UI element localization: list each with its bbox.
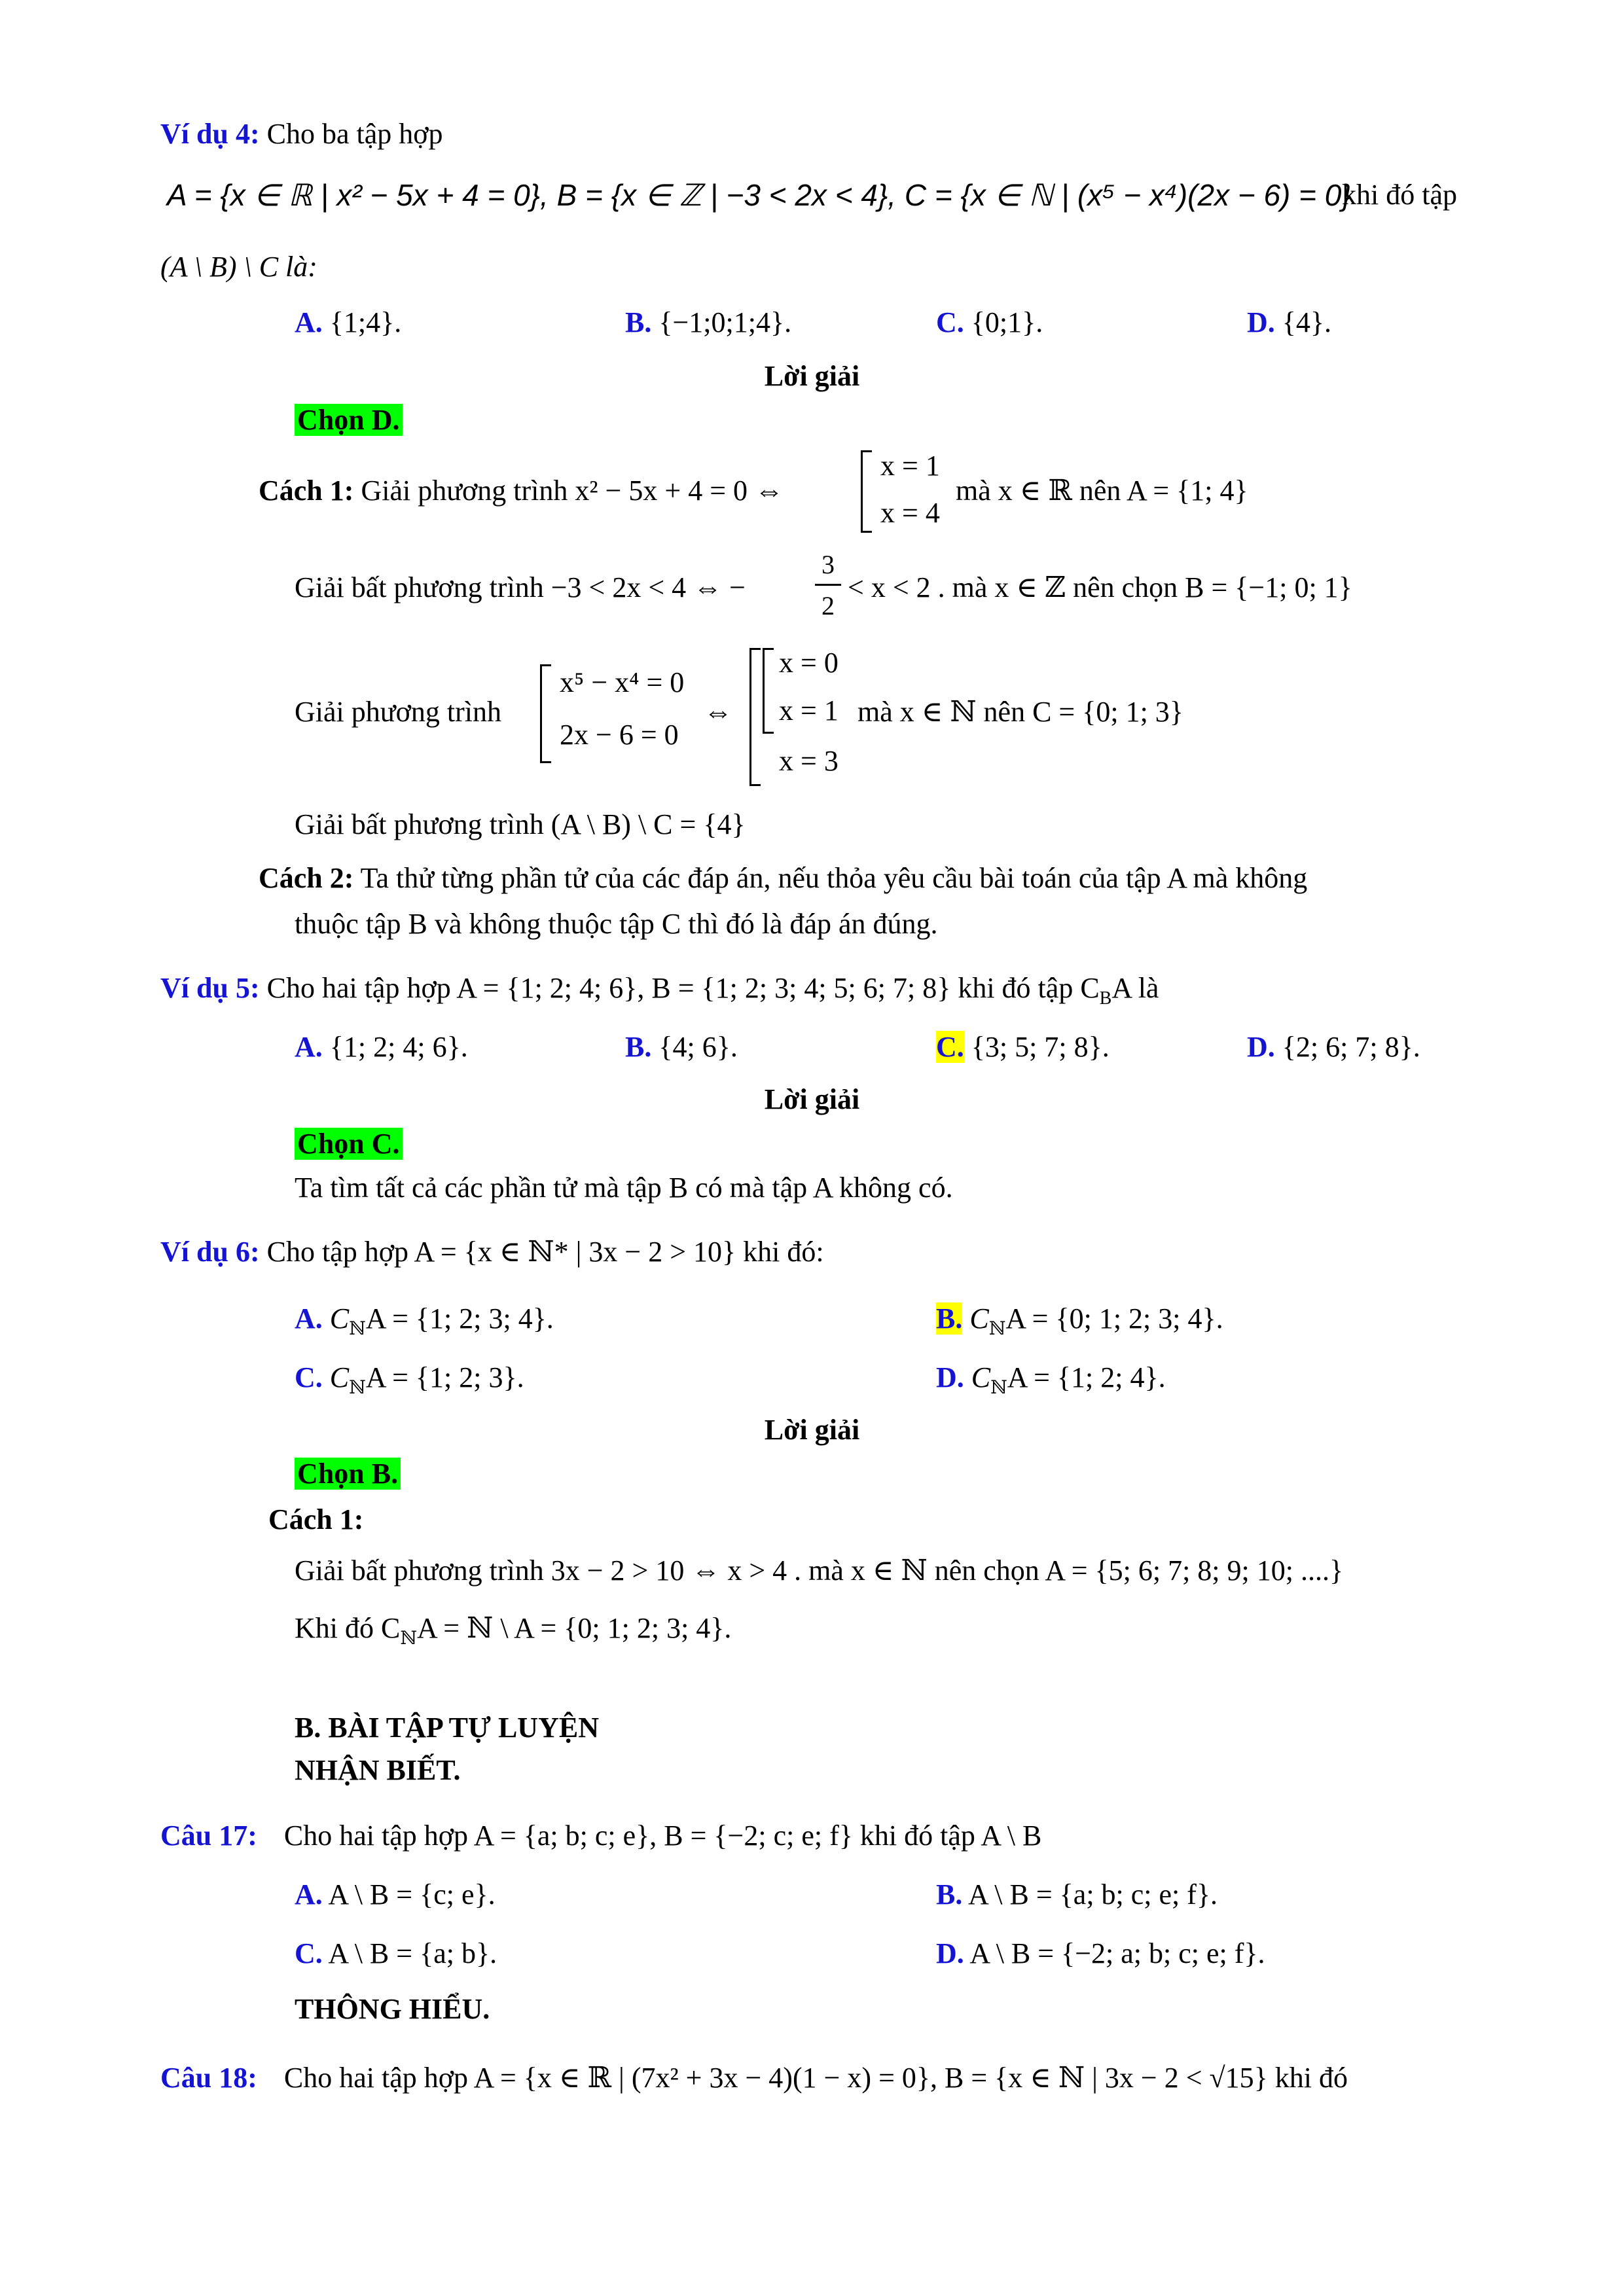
vd5-tail: A là bbox=[1111, 972, 1159, 1004]
option-text: {0;1}. bbox=[971, 306, 1043, 338]
option-key: C. bbox=[295, 1361, 323, 1393]
option-text: {1;4}. bbox=[329, 306, 402, 338]
vd5-explain: Ta tìm tất cả các phần tử mà tập B có mà tập A không có. bbox=[295, 1172, 953, 1204]
vd6-option-b bbox=[936, 1299, 1223, 1349]
option-text: {3; 5; 7; 8}. bbox=[971, 1031, 1110, 1063]
l3-tail: mà x ∈ ℕ nên C = {0; 1; 3} bbox=[857, 696, 1183, 728]
vd4-intro: Cho ba tập hợp bbox=[266, 118, 443, 150]
c1-tail: mà x ∈ ℝ nên A = {1; 4} bbox=[956, 475, 1248, 507]
l2-sub: ℕ bbox=[400, 1628, 417, 1649]
thong-hieu-heading: THÔNG HIỂU. bbox=[295, 1993, 490, 2025]
cau17-option-d bbox=[936, 1934, 1265, 1973]
cau18-label: Câu 18: bbox=[160, 2062, 257, 2094]
cau18-heading bbox=[160, 2058, 1348, 2098]
vd5-heading bbox=[160, 969, 1159, 1018]
vd6-text: Cho tập hợp A = {x ∈ ℕ* | 3x − 2 > 10} khi đó: bbox=[266, 1236, 824, 1268]
vd4-option-a bbox=[295, 303, 401, 342]
vd5-option-a bbox=[295, 1028, 468, 1067]
vd4-question: (A \ B) \ C là: bbox=[160, 251, 317, 283]
option-text: {4}. bbox=[1282, 306, 1332, 338]
vd6-solution-title: Lời giải bbox=[764, 1414, 860, 1446]
option-key: A. bbox=[295, 1031, 323, 1063]
option-key: D. bbox=[1247, 306, 1275, 338]
option-text: C bbox=[329, 1361, 350, 1393]
option-key: B. bbox=[936, 1878, 963, 1910]
system-bracket-outer bbox=[749, 648, 761, 786]
option-sub: ℕ bbox=[349, 1318, 366, 1339]
method-label: Cách 1: bbox=[259, 475, 354, 507]
option-key: C. bbox=[936, 1031, 964, 1063]
option-key: D. bbox=[936, 1361, 964, 1393]
vd4-sets-text: A = {x ∈ ℝ | x² − 5x + 4 = 0}, B = {x ∈ ℤ | −3 < 2x < 4}, C = {x ∈ ℕ | (x⁵ − x⁴)(2x − 6) = 0} bbox=[167, 178, 1352, 212]
option-rest: A = {1; 2; 3}. bbox=[365, 1361, 524, 1393]
cau17-text: Cho hai tập hợp A = {a; b; c; e}, B = {−2; c; e; f} khi đó tập A \ B bbox=[283, 1820, 1042, 1852]
option-text: A \ B = {−2; a; b; c; e; f}. bbox=[969, 1937, 1265, 1969]
vd6-heading bbox=[160, 1232, 824, 1272]
option-key: A. bbox=[295, 1878, 323, 1910]
option-rest: A = {1; 2; 4}. bbox=[1007, 1361, 1166, 1393]
option-key: C. bbox=[936, 306, 964, 338]
option-key: A. bbox=[295, 1302, 323, 1335]
vd5-option-b bbox=[625, 1028, 738, 1067]
option-text: C bbox=[329, 1302, 350, 1335]
vd6-answer bbox=[295, 1454, 401, 1494]
option-text: C bbox=[969, 1302, 989, 1335]
vd5-solution-title: Lời giải bbox=[764, 1083, 860, 1115]
option-key: A. bbox=[295, 306, 323, 338]
vd4-c2-line bbox=[259, 859, 1307, 898]
cau17-option-b bbox=[936, 1875, 1218, 1914]
option-key: D. bbox=[1247, 1031, 1275, 1063]
vd4-l4: Giải bất phương trình (A \ B) \ C = {4} bbox=[295, 808, 746, 840]
vd6-c1-label: Cách 1: bbox=[268, 1503, 364, 1535]
vd4-sets bbox=[167, 175, 1352, 215]
cau17-option-c bbox=[295, 1934, 497, 1973]
cau18-text: Cho hai tập hợp A = {x ∈ ℝ | (7x² + 3x − 4)(1 − x) = 0}, B = {x ∈ ℕ | 3x − 2 < √15} khi đó bbox=[283, 2062, 1348, 2094]
cau17-label: Câu 17: bbox=[160, 1820, 257, 1852]
l3-sys2-1: x = 0 bbox=[779, 647, 839, 679]
vd4-l2-tail: < x < 2 . mà x ∈ ℤ nên chọn B = {−1; 0; 1} bbox=[848, 571, 1352, 603]
c1-sys-1: x = 1 bbox=[880, 450, 940, 482]
option-key: B. bbox=[936, 1302, 963, 1335]
option-key: C. bbox=[295, 1937, 323, 1969]
l2-pre: Khi đó C bbox=[295, 1612, 401, 1644]
option-sub: ℕ bbox=[988, 1318, 1006, 1339]
vd4-tail: khi đó tập bbox=[1342, 179, 1457, 211]
option-text: {1; 2; 4; 6}. bbox=[329, 1031, 468, 1063]
c1-sys-2: x = 4 bbox=[880, 497, 940, 529]
l3-sys2-3: x = 3 bbox=[779, 745, 839, 777]
vd4-label: Ví dụ 4: bbox=[160, 118, 260, 150]
vd5-sub: B bbox=[1099, 988, 1112, 1009]
option-text: {4; 6}. bbox=[659, 1031, 738, 1063]
vd4-answer bbox=[295, 401, 403, 440]
vd5-option-c bbox=[936, 1028, 1110, 1067]
option-text: A \ B = {a; b}. bbox=[328, 1937, 497, 1969]
option-sub: ℕ bbox=[990, 1377, 1007, 1398]
section-b-title: B. BÀI TẬP TỰ LUYỆN bbox=[295, 1712, 599, 1744]
vd6-option-c bbox=[295, 1358, 524, 1408]
method-label: Cách 2: bbox=[259, 862, 354, 894]
vd4-option-d bbox=[1247, 303, 1331, 342]
answer-badge: Chọn C. bbox=[295, 1128, 403, 1160]
l3-sys2-2: x = 1 bbox=[779, 694, 839, 726]
option-rest: A = {0; 1; 2; 3; 4}. bbox=[1005, 1302, 1223, 1335]
vd6-option-d bbox=[936, 1358, 1166, 1408]
option-text: {2; 6; 7; 8}. bbox=[1282, 1031, 1420, 1063]
vd4-c1-line bbox=[259, 471, 784, 511]
fraction-num: 3 bbox=[821, 550, 835, 579]
option-text: A \ B = {c; e}. bbox=[328, 1878, 496, 1910]
answer-badge: Chọn D. bbox=[295, 404, 403, 436]
l3-sys-1: x⁵ − x⁴ = 0 bbox=[560, 666, 685, 698]
option-key: D. bbox=[936, 1937, 964, 1969]
c2-text: Ta thử từng phần tử của các đáp án, nếu thỏa yêu cầu bài toán của tập A mà không bbox=[360, 862, 1308, 894]
vd4-heading bbox=[160, 115, 443, 154]
vd6-option-a bbox=[295, 1299, 554, 1349]
system-bracket bbox=[861, 450, 872, 533]
vd6-label: Ví dụ 6: bbox=[160, 1236, 260, 1268]
vd4-l3-text: Giải phương trình bbox=[295, 696, 501, 728]
vd4-l2: Giải bất phương trình −3 < 2x < 4 ⇔ − bbox=[295, 571, 746, 603]
vd6-l1: Giải bất phương trình 3x − 2 > 10 ⇔ x > 4 . mà x ∈ ℕ nên chọn A = {5; 6; 7; 8; 9; 10; ....} bbox=[295, 1554, 1344, 1587]
option-sub: ℕ bbox=[349, 1377, 366, 1398]
vd4-solution-title: Lời giải bbox=[764, 360, 860, 392]
l3-arrow: ⇔ bbox=[704, 696, 732, 728]
l2-rest: A = ℕ \ A = {0; 1; 2; 3; 4}. bbox=[416, 1612, 732, 1644]
option-text: A \ B = {a; b; c; e; f}. bbox=[967, 1878, 1218, 1910]
option-text: C bbox=[971, 1361, 991, 1393]
system-bracket-inner bbox=[763, 648, 774, 734]
fraction-den: 2 bbox=[821, 591, 835, 620]
c1-text: Giải phương trình x² − 5x + 4 = 0 ⇔ bbox=[361, 475, 784, 507]
option-key: B. bbox=[625, 1031, 652, 1063]
vd4-option-c bbox=[936, 303, 1043, 342]
vd5-text: Cho hai tập hợp A = {1; 2; 4; 6}, B = {1; 2; 3; 4; 5; 6; 7; 8} khi đó tập C bbox=[266, 972, 1100, 1004]
vd4-c2-line2: thuộc tập B và không thuộc tập C thì đó là đáp án đúng. bbox=[295, 908, 938, 940]
option-key: B. bbox=[625, 306, 652, 338]
nhan-biet-heading: NHẬN BIẾT. bbox=[295, 1754, 461, 1786]
option-rest: A = {1; 2; 3; 4}. bbox=[365, 1302, 554, 1335]
vd4-option-b bbox=[625, 303, 791, 342]
vd6-l2 bbox=[295, 1609, 731, 1659]
cau17-heading bbox=[160, 1816, 1041, 1856]
l3-sys-2: 2x − 6 = 0 bbox=[560, 719, 679, 751]
vd5-answer bbox=[295, 1124, 403, 1164]
fraction-bar bbox=[815, 584, 841, 586]
system-bracket bbox=[540, 664, 551, 763]
answer-badge: Chọn B. bbox=[295, 1458, 401, 1490]
cau17-option-a bbox=[295, 1875, 496, 1914]
vd5-option-d bbox=[1247, 1028, 1420, 1067]
vd5-label: Ví dụ 5: bbox=[160, 972, 260, 1004]
option-text: {−1;0;1;4}. bbox=[659, 306, 792, 338]
